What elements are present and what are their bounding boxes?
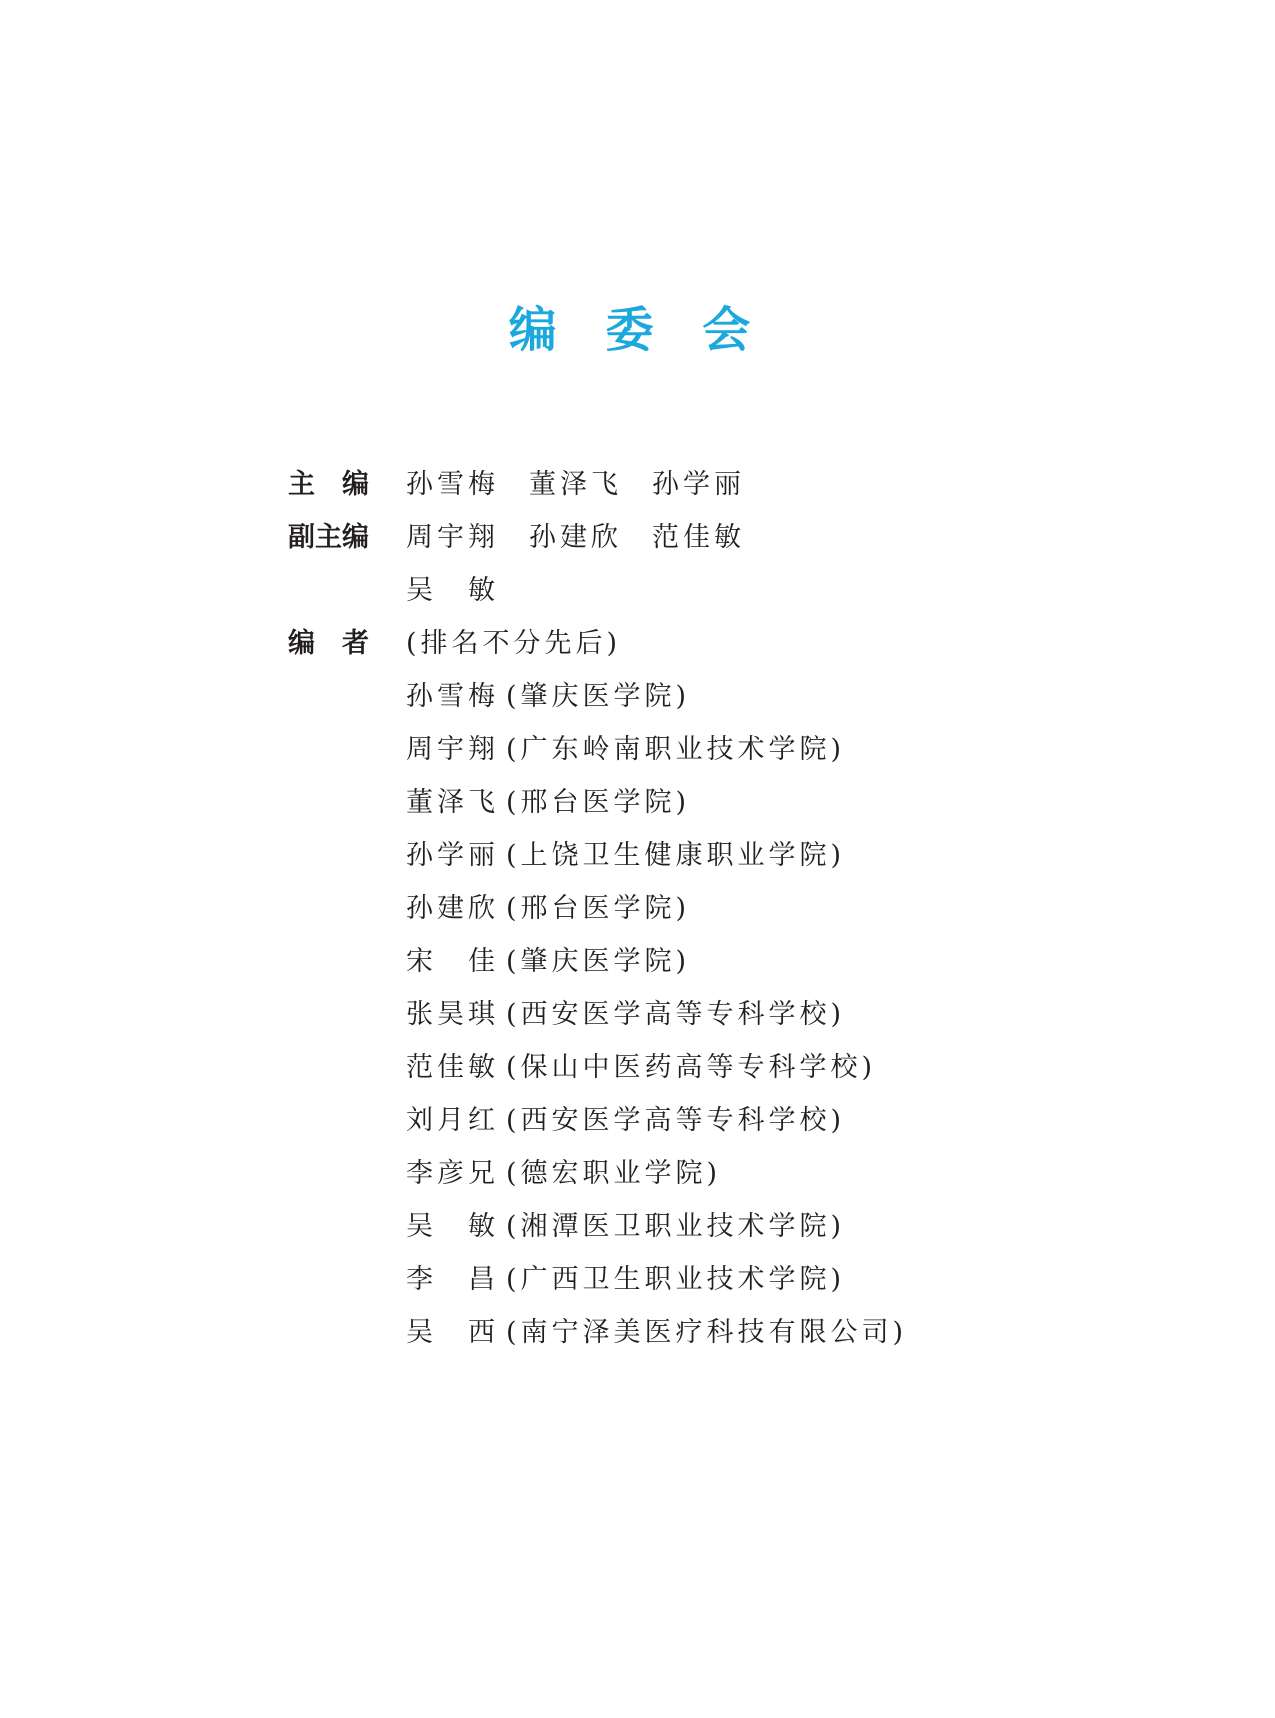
- list-item: [288, 985, 1248, 1038]
- member-name: 李 昌: [406, 1264, 499, 1295]
- chief-editor-name: 孙雪梅: [406, 469, 499, 500]
- deputy-editor-name: 范佳敏: [652, 522, 745, 553]
- member-institution: (上饶卫生健康职业学院): [506, 840, 846, 871]
- chief-editor-name: 董泽飞: [529, 469, 622, 500]
- chief-editors-names: [406, 462, 775, 501]
- member-institution: (南宁泽美医疗科技有限公司): [506, 1317, 908, 1348]
- member-name: 范佳敏: [406, 1052, 499, 1083]
- chief-editors-label: 主 编: [288, 469, 369, 500]
- list-item: [288, 1250, 1248, 1303]
- member-name: 李彦兄: [406, 1158, 499, 1189]
- member-name: 董泽飞: [406, 787, 499, 818]
- member-institution: (湘潭医卫职业技术学院): [506, 1211, 846, 1242]
- list-item: [288, 1197, 1248, 1250]
- member-name: 孙雪梅: [406, 681, 499, 712]
- member-institution: (肇庆医学院): [506, 946, 691, 977]
- deputy-editors-label: 副主编: [288, 522, 369, 553]
- chief-editor-name: 孙学丽: [652, 469, 745, 500]
- member-institution: (肇庆医学院): [506, 681, 691, 712]
- editors-label: 编 者: [288, 628, 369, 659]
- deputy-editors-row-2: [288, 561, 1248, 614]
- list-item: [288, 932, 1248, 985]
- member-institution: (西安医学高等专科学校): [506, 999, 846, 1030]
- deputy-editors-row: [288, 508, 1248, 561]
- list-item: [288, 667, 1248, 720]
- member-institution: (保山中医药高等专科学校): [506, 1052, 877, 1083]
- list-item: [288, 1091, 1248, 1144]
- list-item: [288, 1303, 1248, 1356]
- list-item: [288, 720, 1248, 773]
- member-name: 吴 西: [406, 1317, 499, 1348]
- list-item: [288, 1144, 1248, 1197]
- editorial-board-roster: [288, 455, 1248, 1356]
- member-name: 吴 敏: [406, 1211, 499, 1242]
- editors-list: [288, 667, 1248, 1356]
- deputy-editors-names: [406, 515, 775, 554]
- member-name: 宋 佳: [406, 946, 499, 977]
- chief-editors-row: [288, 455, 1248, 508]
- member-name: 张昊琪: [406, 999, 499, 1030]
- deputy-editor-name: 吴 敏: [406, 575, 499, 606]
- member-name: 孙建欣: [406, 893, 499, 924]
- member-institution: (广东岭南职业技术学院): [506, 734, 846, 765]
- editors-row: [288, 614, 1248, 667]
- member-institution: (广西卫生职业技术学院): [506, 1264, 846, 1295]
- deputy-editor-name: 孙建欣: [529, 522, 622, 553]
- member-institution: (德宏职业学院): [506, 1158, 722, 1189]
- member-institution: (西安医学高等专科学校): [506, 1105, 846, 1136]
- list-item: [288, 826, 1248, 879]
- deputy-editor-name: 周宇翔: [406, 522, 499, 553]
- list-item: [288, 1038, 1248, 1091]
- list-item: [288, 773, 1248, 826]
- member-name: 刘月红: [406, 1105, 499, 1136]
- editors-note: (排名不分先后): [406, 628, 622, 659]
- member-institution: (邢台医学院): [506, 787, 691, 818]
- member-name: 孙学丽: [406, 840, 499, 871]
- member-institution: (邢台医学院): [506, 893, 691, 924]
- page-title: 编 委 会: [508, 302, 767, 358]
- member-name: 周宇翔: [406, 734, 499, 765]
- list-item: [288, 879, 1248, 932]
